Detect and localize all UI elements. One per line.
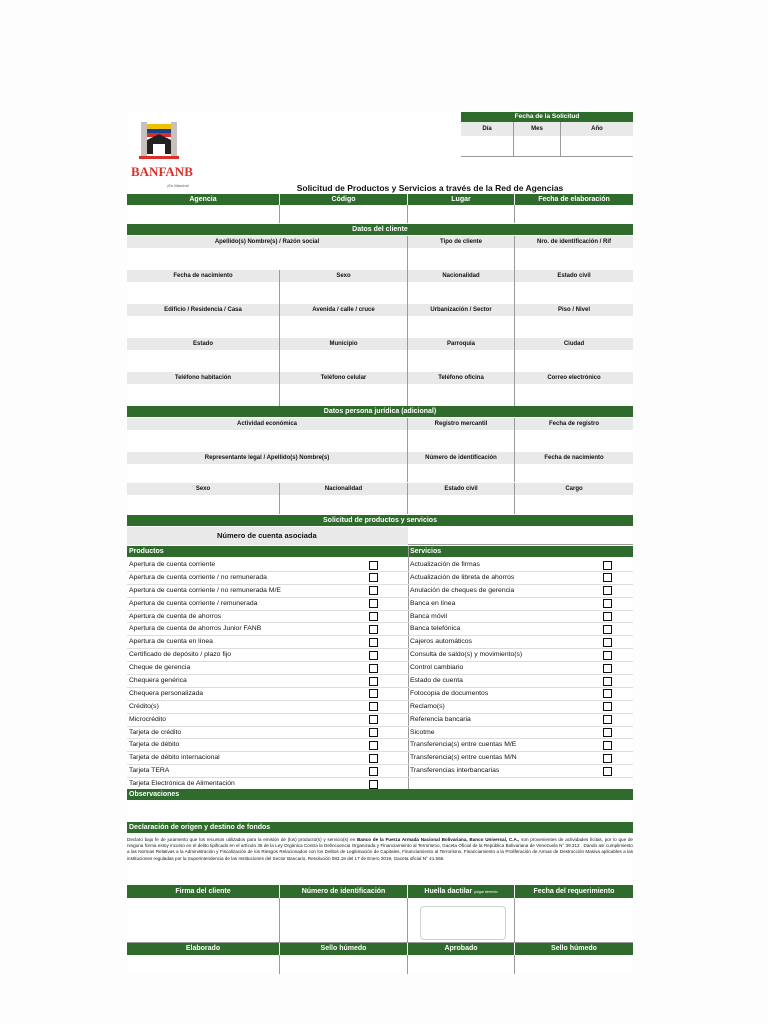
servicio-checkbox[interactable]	[603, 664, 612, 673]
producto-checkbox[interactable]	[369, 689, 378, 698]
producto-checkbox[interactable]	[369, 780, 378, 789]
producto-label: Microcrédito	[129, 715, 167, 723]
producto-label: Chequera personalizada	[129, 689, 204, 697]
codigo-field[interactable]	[280, 205, 408, 223]
servicio-label: Estado de cuenta	[410, 677, 463, 685]
servicio-checkbox[interactable]	[603, 728, 612, 737]
avenida-label: Avenida / calle / cruce	[280, 304, 408, 316]
producto-checkbox[interactable]	[369, 561, 378, 570]
declaracion-text-start: Declaro bajo fe de juramento que los recursos utilizados para la emisión de (los) producto(s) y servicio(s) en	[127, 837, 357, 842]
registro-mercantil-label: Registro mercantil	[408, 418, 515, 430]
fecha-requerimiento-label: Fecha del requerimiento	[533, 888, 615, 895]
servicio-label: Fotocopia de documentos	[410, 689, 489, 697]
estado-label: Estado	[127, 338, 280, 350]
urbanizacion-field[interactable]	[408, 316, 515, 338]
list-item	[408, 611, 633, 624]
nacionalidad-rep-label: Nacionalidad	[280, 483, 408, 495]
producto-label: Apertura de cuenta corriente / no remunerada	[129, 573, 267, 581]
servicio-label: Banca telefónica	[410, 625, 461, 633]
list-item	[408, 739, 633, 752]
mes-label: Mes	[514, 122, 561, 136]
firma-cols	[127, 885, 633, 898]
numero-identificacion-firma-label: Número de identificación	[280, 885, 408, 898]
producto-label: Apertura de cuenta en línea	[129, 638, 213, 646]
list-item	[408, 752, 633, 765]
servicio-checkbox[interactable]	[603, 599, 612, 608]
producto-label: Apertura de cuenta corriente / no remunerada M/E	[129, 586, 281, 594]
fecha-nacimiento-label: Fecha de nacimiento	[127, 270, 280, 282]
cliente-row1-fields	[127, 248, 633, 270]
tipo-cliente-label: Tipo de cliente	[408, 236, 515, 248]
parroquia-label: Parroquia	[408, 338, 515, 350]
svg-text:¡En Marcha!: ¡En Marcha!	[167, 183, 189, 188]
producto-label: Tarjeta de débito internacional	[129, 754, 220, 762]
fecha-registro-field[interactable]	[515, 430, 633, 452]
actividad-economica-field[interactable]	[127, 430, 408, 452]
fecha-elaboracion-field[interactable]	[515, 205, 633, 223]
list-item	[408, 585, 633, 598]
list-item	[127, 752, 408, 765]
observaciones-field[interactable]	[127, 800, 633, 820]
municipio-label: Municipio	[280, 338, 408, 350]
list-item	[127, 636, 408, 649]
declaracion-text-bank: Banco de la Fuerza Armada Nacional Bolivariana, Banco Universal, C.A.,	[356, 837, 520, 842]
telefono-habitacion-field[interactable]	[127, 384, 280, 406]
declaracion-text	[127, 837, 633, 862]
header-cols	[127, 194, 633, 205]
servicio-label: Transferencia(s) entre cuentas M/E	[410, 741, 517, 749]
juridica-row1-fields	[127, 430, 633, 452]
list-item	[408, 675, 633, 688]
nombre-field[interactable]	[127, 248, 408, 270]
list-item	[127, 727, 408, 740]
fecha-nacimiento-rep-label: Fecha de nacimiento	[544, 455, 604, 461]
producto-label: Tarjeta TERA	[129, 767, 170, 775]
servicio-checkbox[interactable]	[603, 741, 612, 750]
servicio-checkbox[interactable]	[603, 651, 612, 660]
sello-humedo-2-field[interactable]	[515, 955, 633, 974]
list-item	[408, 662, 633, 675]
list-item	[127, 559, 408, 572]
correo-label: Correo electrónico	[547, 375, 601, 381]
firma-fields	[127, 898, 633, 943]
firma-cliente-label: Firma del cliente	[127, 885, 280, 898]
producto-checkbox[interactable]	[369, 702, 378, 711]
producto-label: Certificado de depósito / plazo fijo	[129, 651, 232, 659]
estado-civil-label: Estado civil	[557, 273, 591, 279]
nombre-label: Apellido(s) Nombre(s) / Razón social	[127, 236, 408, 248]
parroquia-field[interactable]	[408, 350, 515, 372]
sexo-rep-field[interactable]	[127, 495, 280, 514]
urbanizacion-label: Urbanización / Sector	[408, 304, 515, 316]
lugar-label: Lugar	[408, 194, 515, 205]
mes-field[interactable]	[514, 136, 561, 156]
ciudad-label: Ciudad	[563, 341, 585, 347]
servicio-label: Reclamo(s)	[410, 702, 445, 710]
list-item	[408, 727, 633, 740]
servicio-label: Transferencias interbancarias	[410, 767, 500, 775]
servicio-label: Banca en línea	[410, 599, 456, 607]
fecha-solicitud-box	[461, 112, 633, 157]
cargo-label: Cargo	[565, 486, 583, 492]
cliente-row3-fields	[127, 316, 633, 338]
servicio-label: Consulta de saldo(s) y movimiento(s)	[410, 651, 523, 659]
juridica-row3-fields	[127, 495, 633, 514]
tipo-cliente-field[interactable]	[408, 248, 515, 270]
footer-cols	[127, 943, 633, 955]
servicios-list	[408, 559, 633, 778]
cliente-row3-labels	[127, 304, 633, 316]
list-item	[127, 572, 408, 585]
numero-identificacion-firma-field[interactable]	[280, 898, 408, 942]
list-item	[408, 623, 633, 636]
producto-checkbox[interactable]	[369, 664, 378, 673]
cuenta-asociada-label: Número de cuenta asociada	[127, 527, 408, 545]
ciudad-field[interactable]	[515, 350, 633, 372]
telefono-oficina-label: Teléfono oficina	[408, 372, 515, 384]
fecha-nacimiento-rep-field[interactable]	[515, 464, 633, 482]
agencia-label: Agencia	[127, 194, 280, 205]
servicio-label: Sicotme	[410, 728, 435, 736]
cliente-row2-fields	[127, 282, 633, 304]
juridica-row3-labels	[127, 483, 633, 495]
fecha-elaboracion-label: Fecha de elaboración	[538, 196, 610, 203]
servicio-label: Anulación de cheques de gerencia	[410, 586, 515, 594]
identificacion-field[interactable]	[515, 248, 633, 270]
datos-juridica-title: Datos persona jurídica (adicional)	[127, 406, 633, 417]
list-item	[408, 649, 633, 662]
nacionalidad-field[interactable]	[408, 282, 515, 304]
list-item	[408, 598, 633, 611]
list-item	[408, 572, 633, 585]
servicio-label: Referencia bancaria	[410, 715, 471, 723]
piso-field[interactable]	[515, 316, 633, 338]
sello-humedo-field[interactable]	[280, 955, 408, 974]
svg-text:BANFANB: BANFANB	[131, 164, 193, 179]
estado-civil-rep-field[interactable]	[408, 495, 515, 514]
servicio-label: Actualización de libreta de ahorros	[410, 573, 515, 581]
datos-cliente-title: Datos del cliente	[127, 224, 633, 235]
servicio-checkbox[interactable]	[603, 612, 612, 621]
servicio-label: Control cambiario	[410, 664, 464, 672]
anio-field[interactable]	[561, 136, 633, 156]
producto-label: Apertura de cuenta de ahorros Junior FANB	[129, 625, 262, 633]
producto-checkbox[interactable]	[369, 728, 378, 737]
cliente-row4-labels	[127, 338, 633, 350]
cliente-row2-labels	[127, 270, 633, 282]
huella-box	[420, 906, 506, 940]
fecha-registro-label: Fecha de registro	[548, 421, 599, 427]
cargo-field[interactable]	[515, 495, 633, 514]
list-item	[408, 636, 633, 649]
producto-checkbox[interactable]	[369, 651, 378, 660]
producto-checkbox[interactable]	[369, 715, 378, 724]
list-item	[127, 585, 408, 598]
firma-cliente-field[interactable]	[127, 898, 280, 942]
list-item	[127, 649, 408, 662]
producto-label: Apertura de cuenta corriente	[129, 561, 216, 568]
fecha-nacimiento-field[interactable]	[127, 282, 280, 304]
productos-header: Productos	[127, 546, 408, 557]
servicio-checkbox[interactable]	[603, 702, 612, 711]
producto-label: Tarjeta de crédito	[129, 728, 182, 736]
servicio-checkbox[interactable]	[603, 625, 612, 634]
telefono-oficina-field[interactable]	[408, 384, 515, 406]
registro-mercantil-field[interactable]	[408, 430, 515, 452]
list-item	[127, 739, 408, 752]
estado-civil-field[interactable]	[515, 282, 633, 304]
observaciones-header: Observaciones	[127, 789, 633, 800]
list-item	[127, 623, 408, 636]
solicitud-title: Solicitud de productos y servicios	[127, 515, 633, 526]
servicio-label: Banca móvil	[410, 612, 448, 620]
servicio-checkbox[interactable]	[603, 689, 612, 698]
juridica-row1-labels	[127, 418, 633, 430]
sello-humedo-label: Sello húmedo	[280, 943, 408, 955]
banfanb-logo	[127, 114, 227, 192]
telefono-celular-field[interactable]	[280, 384, 408, 406]
aprobado-field[interactable]	[408, 955, 515, 974]
sello-humedo-2-label: Sello húmedo	[551, 945, 597, 952]
producto-checkbox[interactable]	[369, 754, 378, 763]
servicio-checkbox[interactable]	[603, 715, 612, 724]
piso-label: Piso / Nivel	[557, 307, 590, 313]
correo-field[interactable]	[515, 384, 633, 406]
dia-field[interactable]	[461, 136, 514, 156]
producto-label: Apertura de cuenta de ahorros	[129, 612, 222, 620]
list-item	[127, 675, 408, 688]
list-item	[127, 598, 408, 611]
fecha-requerimiento-field[interactable]	[515, 898, 633, 942]
producto-checkbox[interactable]	[369, 599, 378, 608]
actividad-economica-label: Actividad económica	[127, 418, 408, 430]
estado-civil-rep-label: Estado civil	[408, 483, 515, 495]
representante-label: Representante legal / Apellido(s) Nombre(s)	[127, 452, 408, 464]
list-item	[408, 701, 633, 714]
nacionalidad-rep-field[interactable]	[280, 495, 408, 514]
juridica-row2-labels	[127, 452, 633, 464]
elaborado-label: Elaborado	[127, 943, 280, 955]
producto-checkbox[interactable]	[369, 586, 378, 595]
producto-checkbox[interactable]	[369, 767, 378, 776]
representante-field[interactable]	[127, 464, 408, 482]
list-item	[127, 765, 408, 778]
list-item	[127, 714, 408, 727]
list-item	[127, 701, 408, 714]
declaracion-header: Declaración de origen y destino de fondos	[127, 822, 633, 833]
dia-label: Día	[461, 122, 514, 136]
telefono-habitacion-label: Teléfono habitación	[127, 372, 280, 384]
productos-list	[127, 559, 408, 791]
sexo-field[interactable]	[280, 282, 408, 304]
servicio-label: Transferencia(s) entre cuentas M/N	[410, 754, 517, 762]
telefono-celular-label: Teléfono celular	[280, 372, 408, 384]
servicio-checkbox[interactable]	[603, 586, 612, 595]
list-item	[408, 559, 633, 572]
producto-checkbox[interactable]	[369, 677, 378, 686]
edificio-label: Edificio / Residencia / Casa	[127, 304, 280, 316]
numero-identificacion-label: Número de identificación	[408, 452, 515, 464]
list-item	[408, 688, 633, 701]
producto-label: Cheque de gerencia	[129, 664, 191, 672]
producto-checkbox[interactable]	[369, 625, 378, 634]
edificio-field[interactable]	[127, 316, 280, 338]
nacionalidad-label: Nacionalidad	[408, 270, 515, 282]
servicio-label: Actualización de firmas	[410, 561, 480, 568]
servicio-checkbox[interactable]	[603, 573, 612, 582]
numero-identificacion-field[interactable]	[408, 464, 515, 482]
identificacion-label: Nro. de identificación / Rif	[536, 239, 611, 245]
list-item	[127, 662, 408, 675]
producto-checkbox[interactable]	[369, 573, 378, 582]
form-sheet	[127, 112, 633, 974]
cuenta-asociada-field[interactable]	[408, 527, 633, 545]
header-fields	[127, 205, 633, 223]
avenida-field[interactable]	[280, 316, 408, 338]
servicio-checkbox[interactable]	[603, 754, 612, 763]
cliente-row1-labels	[127, 236, 633, 248]
producto-label: Apertura de cuenta corriente / remunerada	[129, 599, 258, 607]
aprobado-label: Aprobado	[408, 943, 515, 955]
producto-checkbox[interactable]	[369, 741, 378, 750]
cliente-row5-labels	[127, 372, 633, 384]
producto-checkbox[interactable]	[369, 612, 378, 621]
form-title: Solicitud de Productos y Servicios a través de la Red de Agencias	[296, 183, 564, 193]
elaborado-field[interactable]	[127, 955, 280, 974]
lugar-field[interactable]	[408, 205, 515, 223]
municipio-field[interactable]	[280, 350, 408, 372]
servicios-header: Servicios	[408, 546, 633, 557]
huella-label	[408, 885, 515, 898]
servicio-checkbox[interactable]	[603, 677, 612, 686]
list-item	[127, 611, 408, 624]
codigo-label: Código	[280, 194, 408, 205]
sexo-label: Sexo	[280, 270, 408, 282]
huella-label-text: Huella dactilar	[424, 888, 473, 895]
servicio-label: Cajeros automáticos	[410, 638, 472, 646]
huella-note: pulgar derecho	[474, 890, 498, 894]
huella-field[interactable]	[408, 898, 515, 942]
list-item	[408, 765, 633, 778]
cliente-row5-fields	[127, 384, 633, 406]
servicio-checkbox[interactable]	[603, 561, 612, 570]
juridica-row2-fields	[127, 464, 633, 482]
producto-label: Tarjeta Electrónica de Alimentación	[129, 780, 235, 788]
list-item	[127, 688, 408, 701]
servicio-checkbox[interactable]	[603, 638, 612, 647]
producto-label: Tarjeta de débito	[129, 741, 180, 749]
sexo-rep-label: Sexo	[127, 483, 280, 495]
footer-fields	[127, 955, 633, 974]
servicio-checkbox[interactable]	[603, 767, 612, 776]
producto-label: Chequera genérica	[129, 677, 187, 685]
estado-field[interactable]	[127, 350, 280, 372]
cliente-row4-fields	[127, 350, 633, 372]
producto-checkbox[interactable]	[369, 638, 378, 647]
producto-label: Crédito(s)	[129, 702, 159, 710]
agencia-field[interactable]	[127, 205, 280, 223]
list-item	[408, 714, 633, 727]
fecha-solicitud-title: Fecha de la Solicitud	[461, 112, 633, 122]
anio-label: Año	[591, 126, 603, 132]
declaracion-text-end: son provenientes de actividades lícitas, por lo que de ninguna forma estoy incurso en el delito tipificado en el artículo 35 de la Ley Orgánica Contra la Delincuencia Organizada y Financiamiento al Terrorismo, Gaceta Oficial de la República Bolivariana de Venezuela N° 39.312 . Dando así cumplimiento a las Normas Relativas a la Administración y Fiscalización de los Riesgos Relacionados con los Delitos de Legitimación de Capitales, Financiamiento al Terrorismo, Financiamiento a la Proliferación de Armas de Destrucción Masiva aplicables a las instituciones reguladas por la Superintendencia de las Instituciones del Sector Bancario, Resolución 083.18 del 17 de Enero 2019, Gaceta oficial N° 41.566.	[127, 837, 633, 861]
